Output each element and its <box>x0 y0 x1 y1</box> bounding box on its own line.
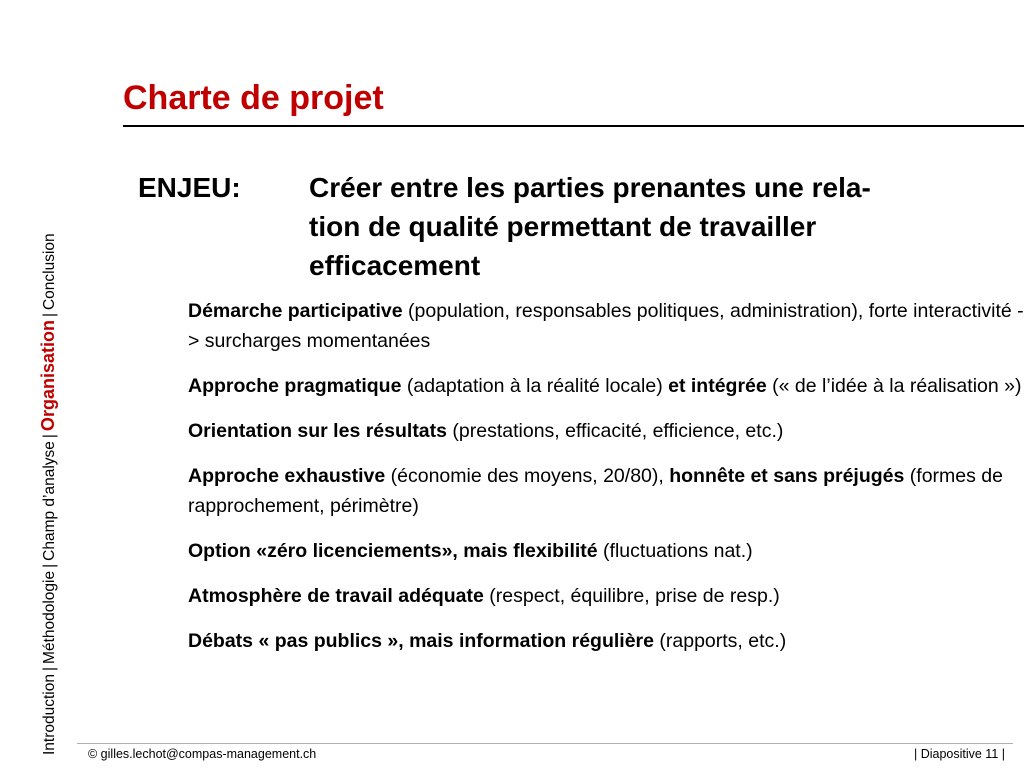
principle-detail: (fluctuations nat.) <box>597 540 753 562</box>
nav-separator: | <box>41 434 58 439</box>
nav-separator: | <box>41 313 58 318</box>
principle-keyword: Approche exhaustive <box>188 465 386 487</box>
nav-item-5[interactable]: Conclusion <box>41 233 58 311</box>
principle-item <box>188 581 1024 611</box>
principle-detail: (« de l’idée à la réalisation ») <box>766 375 1022 397</box>
principle-item <box>188 626 1024 656</box>
principle-keyword: et intégrée <box>668 375 767 397</box>
principle-keyword: Approche pragmatique <box>188 375 402 397</box>
principle-item <box>188 371 1024 401</box>
principle-keyword: Atmosphère de travail adéquate <box>188 585 484 607</box>
enjeu-line: efficacement <box>309 250 481 281</box>
nav-item-4[interactable]: Organisation <box>38 320 58 432</box>
principle-item <box>188 296 1024 356</box>
enjeu-label: ENJEU: <box>138 172 241 203</box>
nav-item-3[interactable]: Champ d’analyse <box>41 441 58 561</box>
principle-keyword: honnête et sans préjugés <box>669 465 905 487</box>
footer-divider <box>77 743 1013 744</box>
slide-title: Charte de projet <box>123 79 384 117</box>
principle-keyword: Option «zéro licenciements», mais flexibilité <box>188 540 598 562</box>
principle-keyword: Débats « pas publics », mais information régulière <box>188 630 654 652</box>
nav-separator: | <box>41 666 58 671</box>
principle-keyword: Orientation sur les résultats <box>188 420 447 442</box>
footer-slide-number: | Diapositive 11 | <box>913 747 1005 761</box>
enjeu-line: Créer entre les parties prenantes une rela- <box>309 172 871 203</box>
principle-detail: (prestations, efficacité, efficience, etc.) <box>447 420 784 442</box>
principle-detail: (population, responsables politiques, administration), forte interactivité -> surcharges momentanées <box>188 300 1024 352</box>
principle-detail: (formes de rapprochement, périmètre) <box>188 465 1003 517</box>
nav-item-2[interactable]: Méthodologie <box>41 570 58 664</box>
principle-detail: (économie des moyens, 20/80), <box>385 465 670 487</box>
principle-item <box>188 536 1024 566</box>
principle-item <box>188 461 1024 521</box>
enjeu-line: tion de qualité permettant de travailler <box>309 211 817 242</box>
principle-detail: (respect, équilibre, prise de resp.) <box>483 585 780 607</box>
enjeu-statement <box>309 168 1009 285</box>
principle-detail: (rapports, etc.) <box>653 630 787 652</box>
title-divider <box>123 125 1024 127</box>
principle-item <box>188 416 1024 446</box>
principles-list <box>188 296 1024 671</box>
nav-separator: | <box>41 563 58 568</box>
principle-keyword: Démarche participative <box>188 300 403 322</box>
side-navigation <box>37 233 61 755</box>
principle-detail: (adaptation à la réalité locale) <box>401 375 669 397</box>
nav-item-1[interactable]: Introduction <box>41 674 58 755</box>
footer-copyright: © gilles.lechot@compas-management.ch <box>88 747 317 761</box>
